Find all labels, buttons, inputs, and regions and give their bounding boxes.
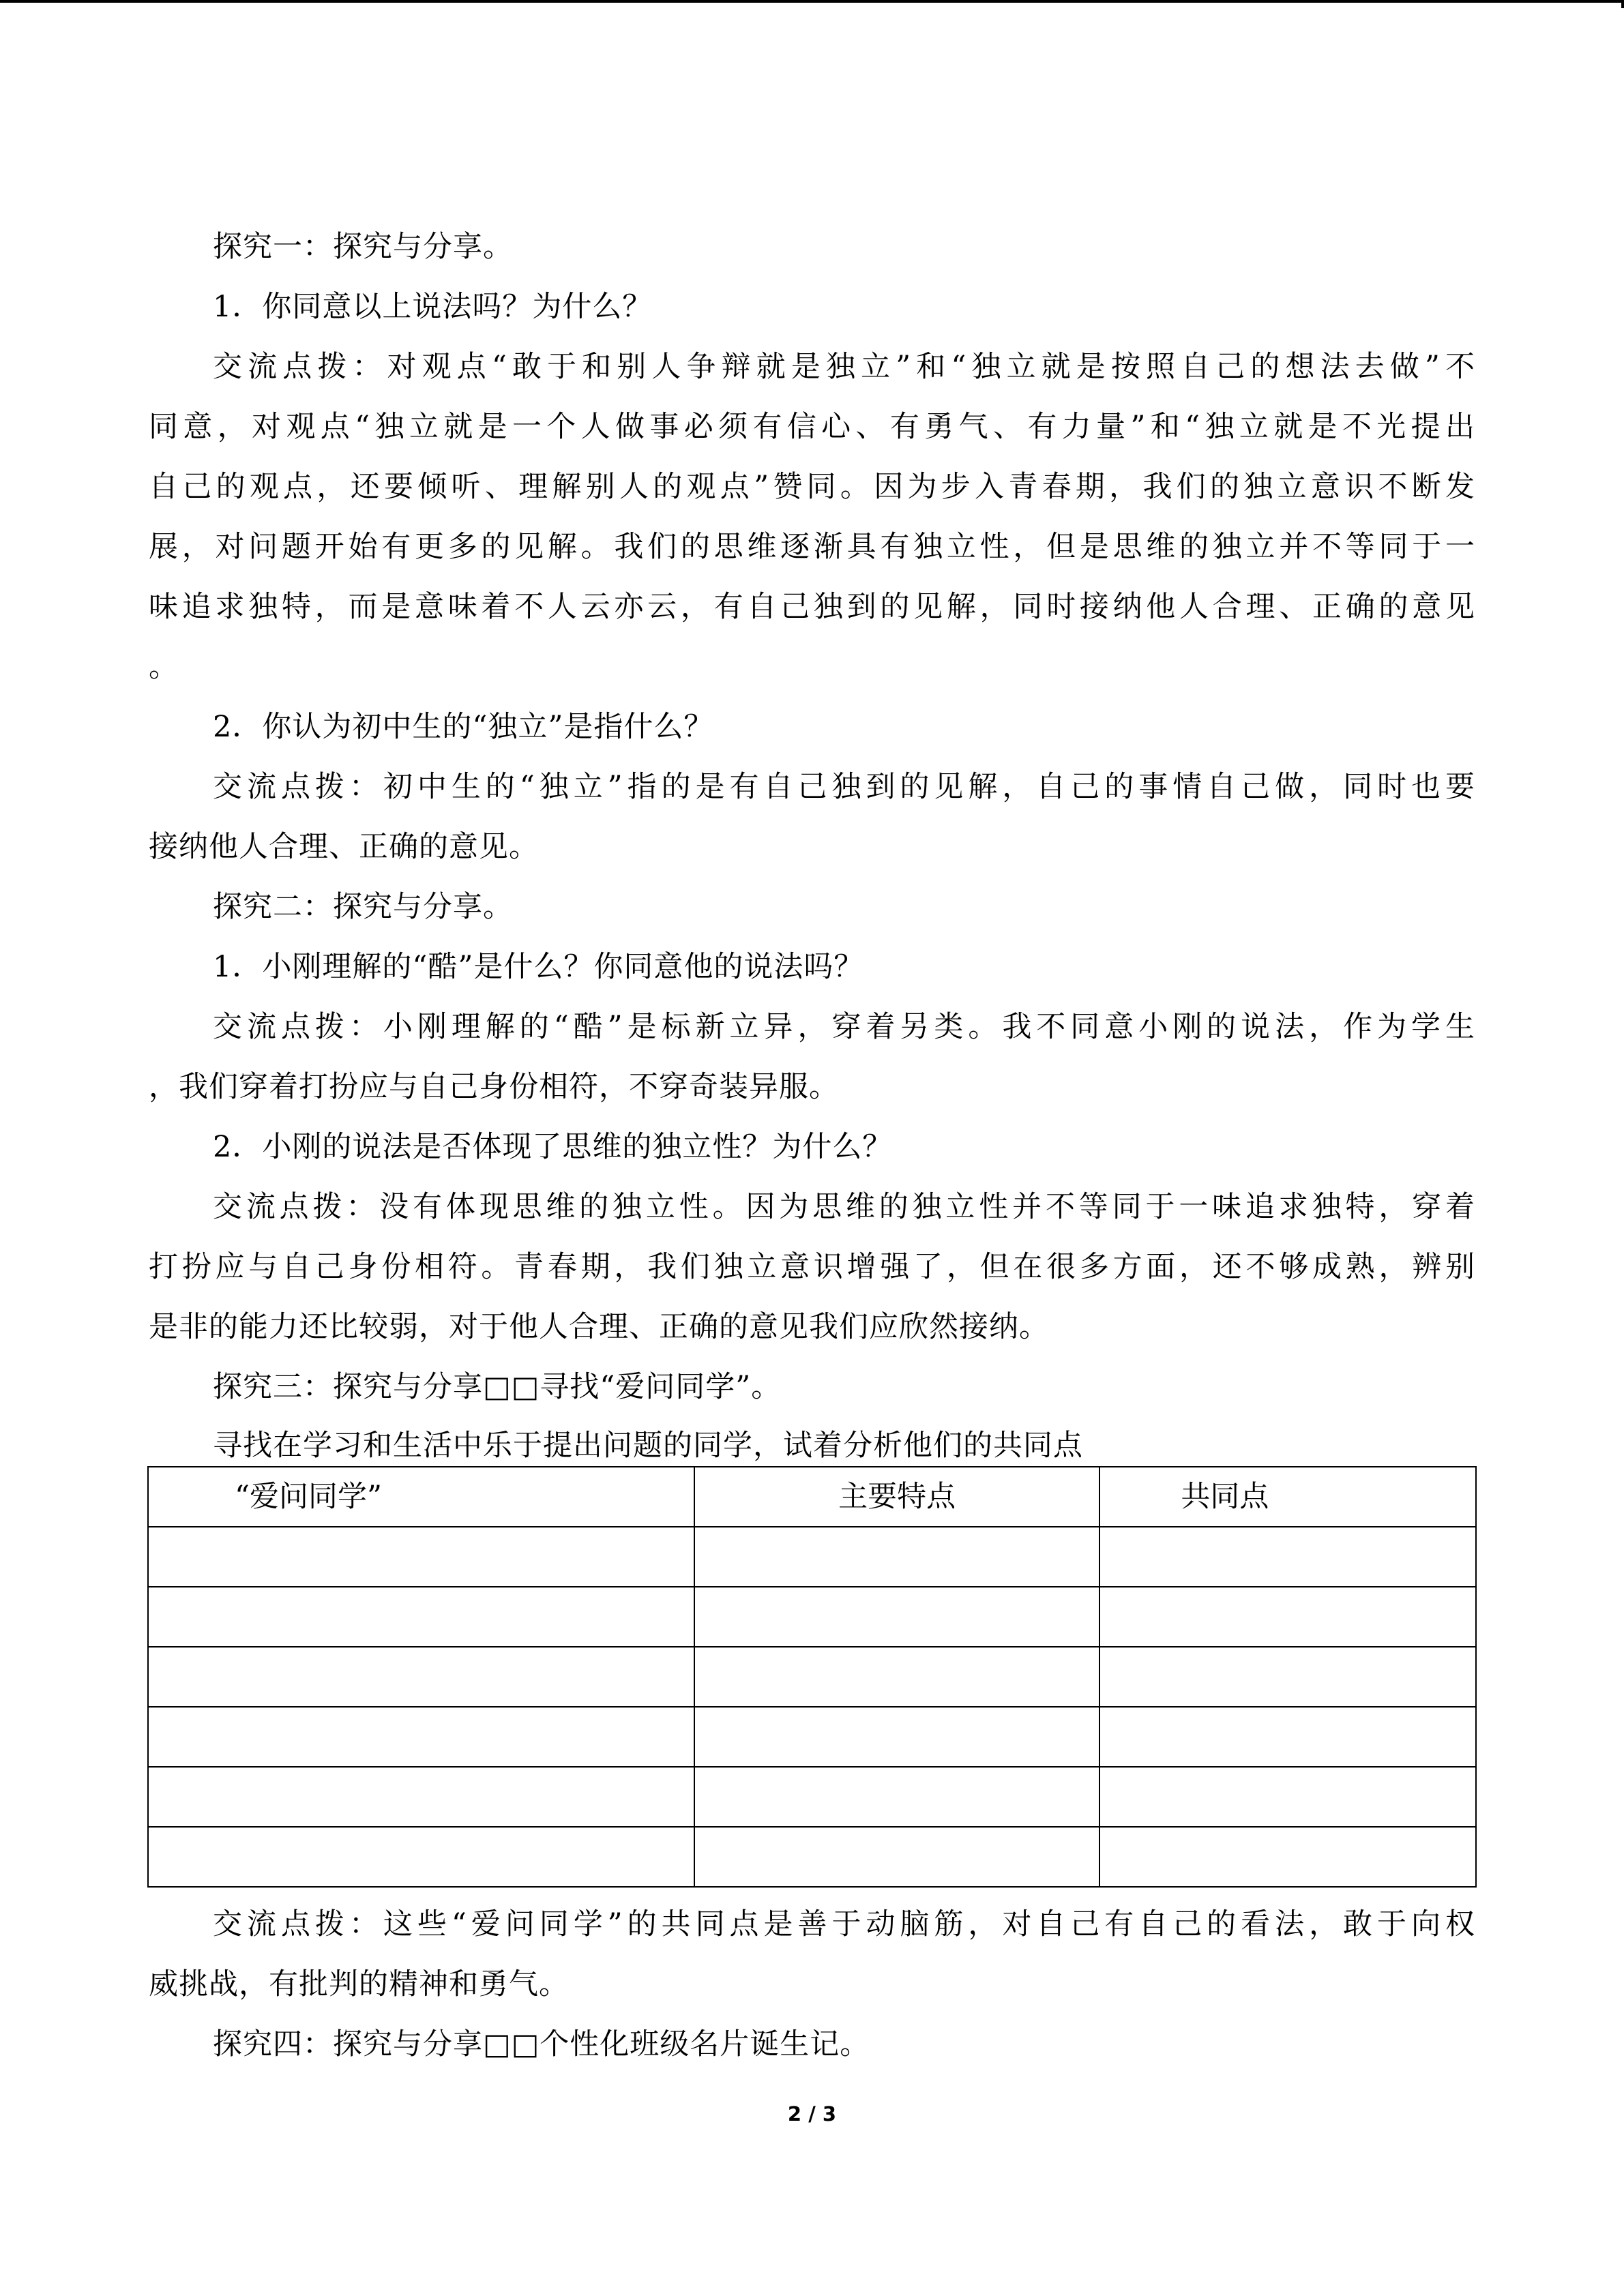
answer-line: 威挑战，有批判的精神和勇气。: [149, 1967, 569, 2001]
table-header-students: “爱问同学”: [148, 1467, 694, 1527]
heading-inquiry-2: 探究二：探究与分享。: [213, 890, 513, 924]
heading-inquiry-1: 探究一：探究与分享。: [213, 230, 513, 264]
table-cell: [694, 1647, 1100, 1707]
top-border: [0, 0, 1624, 3]
table-cell: [1099, 1587, 1476, 1647]
top-border-corner: [1621, 0, 1624, 8]
heading-inquiry-4: 探究四：探究与分享□□个性化班级名片诞生记。: [213, 2027, 870, 2061]
table-cell: [694, 1827, 1100, 1887]
question-2-2: 2．小刚的说法是否体现了思维的独立性？为什么？: [213, 1130, 893, 1164]
table-cell: [148, 1707, 694, 1767]
table-cell: [148, 1647, 694, 1707]
answer-line: ，我们穿着打扮应与自己身份相符，不穿奇装异服。: [149, 1070, 839, 1104]
table-cell: [1099, 1707, 1476, 1767]
table-cell: [694, 1707, 1100, 1767]
answer-line: 交流点拨：初中生的“独立”指的是有自己独到的见解，自己的事情自己做，同时也要: [213, 770, 1475, 804]
answer-line: 交流点拨：小刚理解的“酷”是标新立异，穿着另类。我不同意小刚的说法，作为学生: [213, 1010, 1475, 1044]
table-cell: [1099, 1827, 1476, 1887]
answer-line: 打扮应与自己身份相符。青春期，我们独立意识增强了，但在很多方面，还不够成熟，辨别: [149, 1250, 1475, 1284]
table-row: [148, 1587, 1476, 1647]
answer-line: 自己的观点，还要倾听、理解别人的观点”赞同。因为步入青春期，我们的独立意识不断发: [149, 470, 1475, 504]
document-body: [149, 217, 1475, 2074]
table-row: [148, 1647, 1476, 1707]
table-header-common: 共同点: [1099, 1467, 1476, 1527]
answer-line: 交流点拨：没有体现思维的独立性。因为思维的独立性并不等同于一味追求独特，穿着: [213, 1190, 1475, 1224]
question-1-2: 2．你认为初中生的“独立”是指什么？: [213, 710, 714, 744]
question-1-1: 1．你同意以上说法吗？为什么？: [213, 290, 653, 324]
heading-inquiry-3: 探究三：探究与分享□□寻找“爱问同学”。: [213, 1370, 782, 1404]
table-cell: [1099, 1527, 1476, 1587]
answer-line: 交流点拨：这些“爱问同学”的共同点是善于动脑筋，对自己有自己的看法，敢于向权: [213, 1907, 1475, 1941]
table-cell: [1099, 1647, 1476, 1707]
answer-line: 交流点拨：对观点“敢于和别人争辩就是独立”和“独立就是按照自己的想法去做”不: [213, 350, 1475, 384]
table-cell: [694, 1527, 1100, 1587]
answer-line: 展，对问题开始有更多的见解。我们的思维逐渐具有独立性，但是思维的独立并不等同于一: [149, 530, 1475, 564]
table-row: [148, 1527, 1476, 1587]
table-cell: [148, 1527, 694, 1587]
table-intro: 寻找在学习和生活中乐于提出问题的同学，试着分析他们的共同点: [213, 1429, 1083, 1463]
students-table: [147, 1466, 1477, 1888]
table-cell: [148, 1587, 694, 1647]
table-cell: [148, 1827, 694, 1887]
answer-line: 同意，对观点“独立就是一个人做事必须有信心、有勇气、有力量”和“独立就是不光提出: [149, 410, 1475, 444]
question-2-1: 1．小刚理解的“酷”是什么？你同意他的说法吗？: [213, 950, 864, 984]
answer-line: 接纳他人合理、正确的意见。: [149, 830, 539, 864]
table-header-features: 主要特点: [694, 1467, 1100, 1527]
table-cell: [694, 1767, 1100, 1827]
answer-line: 。: [149, 650, 179, 684]
table-header-row: [148, 1467, 1476, 1527]
table-cell: [148, 1767, 694, 1827]
table-cell: [694, 1587, 1100, 1647]
answer-line: 味追求独特，而是意味着不人云亦云，有自己独到的见解，同时接纳他人合理、正确的意见: [149, 590, 1475, 624]
table-row: [148, 1827, 1476, 1887]
table-row: [148, 1767, 1476, 1827]
answer-line: 是非的能力还比较弱，对于他人合理、正确的意见我们应欣然接纳。: [149, 1310, 1049, 1344]
table-row: [148, 1707, 1476, 1767]
page-number: 2 / 3: [787, 2102, 837, 2126]
table-cell: [1099, 1767, 1476, 1827]
